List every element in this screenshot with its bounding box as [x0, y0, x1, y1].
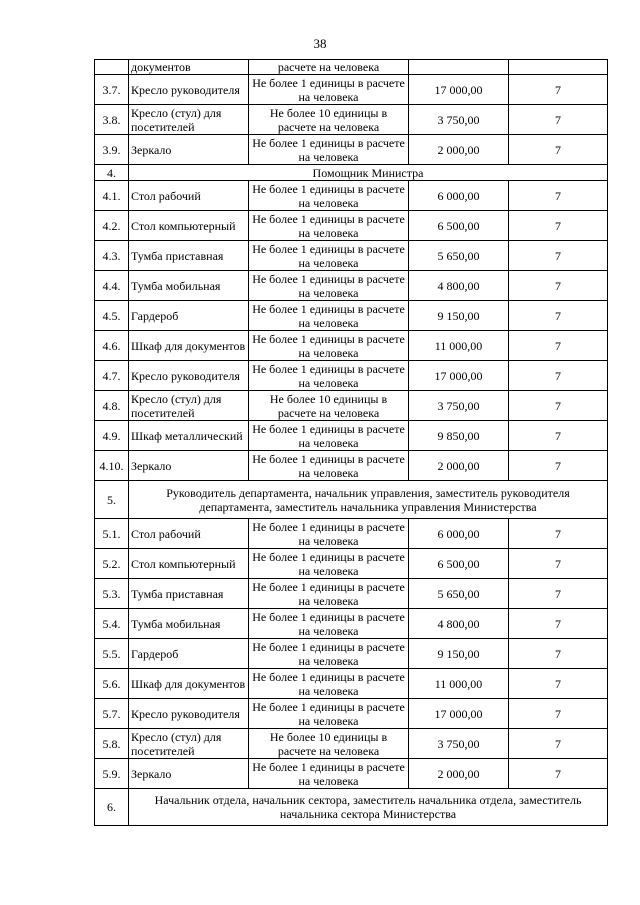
section-row: [95, 165, 608, 181]
section-title: Начальник отдела, начальник сектора, заместитель начальника отдела, заместитель начальника сектора Министерства: [129, 789, 608, 826]
item-number: 5.9.: [95, 759, 129, 789]
item-name: Зеркало: [129, 135, 249, 165]
table-row: [95, 609, 608, 639]
item-price: 2 000,00: [409, 759, 509, 789]
table-row: [95, 135, 608, 165]
item-service-life: 7: [509, 669, 608, 699]
item-number: 4.3.: [95, 241, 129, 271]
item-service-life: 7: [509, 451, 608, 481]
item-norm: Не более 1 единицы в расчете на человека: [249, 301, 409, 331]
table-row: [95, 699, 608, 729]
item-norm: Не более 1 единицы в расчете на человека: [249, 669, 409, 699]
table-row: [95, 391, 608, 421]
item-number: 5.6.: [95, 669, 129, 699]
item-number: 5.2.: [95, 549, 129, 579]
item-norm: Не более 1 единицы в расчете на человека: [249, 331, 409, 361]
item-service-life: [509, 60, 608, 75]
item-name: Шкаф для документов: [129, 669, 249, 699]
item-name: Тумба приставная: [129, 579, 249, 609]
item-norm: Не более 1 единицы в расчете на человека: [249, 609, 409, 639]
item-number: 5.3.: [95, 579, 129, 609]
table-row: [95, 105, 608, 135]
norms-table-body: [95, 60, 608, 826]
item-norm: Не более 1 единицы в расчете на человека: [249, 211, 409, 241]
item-norm: Не более 10 единицы в расчете на человека: [249, 105, 409, 135]
item-norm: Не более 1 единицы в расчете на человека: [249, 451, 409, 481]
item-name: Стол компьютерный: [129, 549, 249, 579]
section-title: Руководитель департамента, начальник управления, заместитель руководителя департамента, заместитель начальника управления Министерства: [129, 481, 608, 519]
item-price: 6 500,00: [409, 211, 509, 241]
item-price: 3 750,00: [409, 105, 509, 135]
item-price: 11 000,00: [409, 331, 509, 361]
section-number: 6.: [95, 789, 129, 826]
item-name: Кресло (стул) для посетителей: [129, 391, 249, 421]
item-norm: Не более 1 единицы в расчете на человека: [249, 519, 409, 549]
item-service-life: 7: [509, 361, 608, 391]
table-row: [95, 331, 608, 361]
item-name: Стол компьютерный: [129, 211, 249, 241]
item-service-life: 7: [509, 211, 608, 241]
item-number: 5.8.: [95, 729, 129, 759]
item-service-life: 7: [509, 241, 608, 271]
item-number: 3.8.: [95, 105, 129, 135]
item-name: Шкаф для документов: [129, 331, 249, 361]
item-name: Стол рабочий: [129, 181, 249, 211]
table-row: [95, 549, 608, 579]
item-norm: Не более 10 единицы в расчете на человека: [249, 729, 409, 759]
item-price: 17 000,00: [409, 699, 509, 729]
table-row: [95, 60, 608, 75]
item-norm: Не более 1 единицы в расчете на человека: [249, 271, 409, 301]
item-service-life: 7: [509, 331, 608, 361]
item-service-life: 7: [509, 519, 608, 549]
item-name: Шкаф металлический: [129, 421, 249, 451]
item-price: 6 000,00: [409, 519, 509, 549]
item-norm: Не более 1 единицы в расчете на человека: [249, 241, 409, 271]
item-service-life: 7: [509, 391, 608, 421]
item-price: 3 750,00: [409, 391, 509, 421]
item-number: [95, 60, 129, 75]
table-row: [95, 759, 608, 789]
item-norm: Не более 1 единицы в расчете на человека: [249, 579, 409, 609]
section-row: [95, 789, 608, 826]
item-number: 4.6.: [95, 331, 129, 361]
section-number: 5.: [95, 481, 129, 519]
table-row: [95, 241, 608, 271]
norms-table: [94, 59, 608, 826]
item-name: Кресло руководителя: [129, 361, 249, 391]
section-row: [95, 481, 608, 519]
section-number: 4.: [95, 165, 129, 181]
item-norm: Не более 1 единицы в расчете на человека: [249, 75, 409, 105]
item-service-life: 7: [509, 699, 608, 729]
item-service-life: 7: [509, 579, 608, 609]
item-price: 17 000,00: [409, 361, 509, 391]
item-price: 6 000,00: [409, 181, 509, 211]
item-service-life: 7: [509, 181, 608, 211]
item-number: 4.10.: [95, 451, 129, 481]
item-service-life: 7: [509, 549, 608, 579]
table-row: [95, 361, 608, 391]
item-norm: Не более 1 единицы в расчете на человека: [249, 361, 409, 391]
item-price: 4 800,00: [409, 609, 509, 639]
item-service-life: 7: [509, 639, 608, 669]
table-row: [95, 451, 608, 481]
item-price: 17 000,00: [409, 75, 509, 105]
item-price: 2 000,00: [409, 135, 509, 165]
item-price: 2 000,00: [409, 451, 509, 481]
item-norm: Не более 1 единицы в расчете на человека: [249, 759, 409, 789]
item-name: Кресло руководителя: [129, 75, 249, 105]
item-price: 5 650,00: [409, 241, 509, 271]
item-service-life: 7: [509, 729, 608, 759]
item-number: 4.5.: [95, 301, 129, 331]
item-norm: Не более 1 единицы в расчете на человека: [249, 135, 409, 165]
item-price: 3 750,00: [409, 729, 509, 759]
item-norm: Не более 1 единицы в расчете на человека: [249, 639, 409, 669]
item-norm: Не более 1 единицы в расчете на человека: [249, 421, 409, 451]
item-number: 4.2.: [95, 211, 129, 241]
item-name: Кресло (стул) для посетителей: [129, 105, 249, 135]
item-name: Тумба мобильная: [129, 609, 249, 639]
item-price: [409, 60, 509, 75]
item-number: 4.7.: [95, 361, 129, 391]
item-number: 4.1.: [95, 181, 129, 211]
item-service-life: 7: [509, 759, 608, 789]
item-price: 9 150,00: [409, 639, 509, 669]
item-name: Зеркало: [129, 451, 249, 481]
item-service-life: 7: [509, 609, 608, 639]
item-name: Стол рабочий: [129, 519, 249, 549]
table-row: [95, 639, 608, 669]
table-row: [95, 729, 608, 759]
item-service-life: 7: [509, 421, 608, 451]
item-service-life: 7: [509, 75, 608, 105]
item-service-life: 7: [509, 271, 608, 301]
item-number: 4.8.: [95, 391, 129, 421]
page-number: 38: [313, 36, 327, 51]
table-row: [95, 271, 608, 301]
table-row: [95, 421, 608, 451]
item-number: 5.1.: [95, 519, 129, 549]
item-name: документов: [129, 60, 249, 75]
item-norm: Не более 1 единицы в расчете на человека: [249, 181, 409, 211]
item-price: 9 850,00: [409, 421, 509, 451]
table-row: [95, 301, 608, 331]
item-number: 3.9.: [95, 135, 129, 165]
item-number: 4.4.: [95, 271, 129, 301]
item-norm: расчете на человека: [249, 60, 409, 75]
item-norm: Не более 10 единицы в расчете на человека: [249, 391, 409, 421]
table-row: [95, 579, 608, 609]
item-price: 4 800,00: [409, 271, 509, 301]
item-service-life: 7: [509, 301, 608, 331]
item-number: 5.5.: [95, 639, 129, 669]
item-service-life: 7: [509, 135, 608, 165]
item-norm: Не более 1 единицы в расчете на человека: [249, 549, 409, 579]
item-number: 4.9.: [95, 421, 129, 451]
item-name: Тумба приставная: [129, 241, 249, 271]
table-row: [95, 519, 608, 549]
item-price: 9 150,00: [409, 301, 509, 331]
item-name: Гардероб: [129, 639, 249, 669]
item-price: 6 500,00: [409, 549, 509, 579]
item-number: 3.7.: [95, 75, 129, 105]
item-price: 11 000,00: [409, 669, 509, 699]
item-service-life: 7: [509, 105, 608, 135]
table-row: [95, 181, 608, 211]
item-norm: Не более 1 единицы в расчете на человека: [249, 699, 409, 729]
table-row: [95, 669, 608, 699]
table-row: [95, 211, 608, 241]
table-row: [95, 75, 608, 105]
item-name: Зеркало: [129, 759, 249, 789]
item-number: 5.4.: [95, 609, 129, 639]
item-name: Кресло (стул) для посетителей: [129, 729, 249, 759]
section-title: Помощник Министра: [129, 165, 608, 181]
item-price: 5 650,00: [409, 579, 509, 609]
item-name: Кресло руководителя: [129, 699, 249, 729]
item-number: 5.7.: [95, 699, 129, 729]
item-name: Гардероб: [129, 301, 249, 331]
item-name: Тумба мобильная: [129, 271, 249, 301]
